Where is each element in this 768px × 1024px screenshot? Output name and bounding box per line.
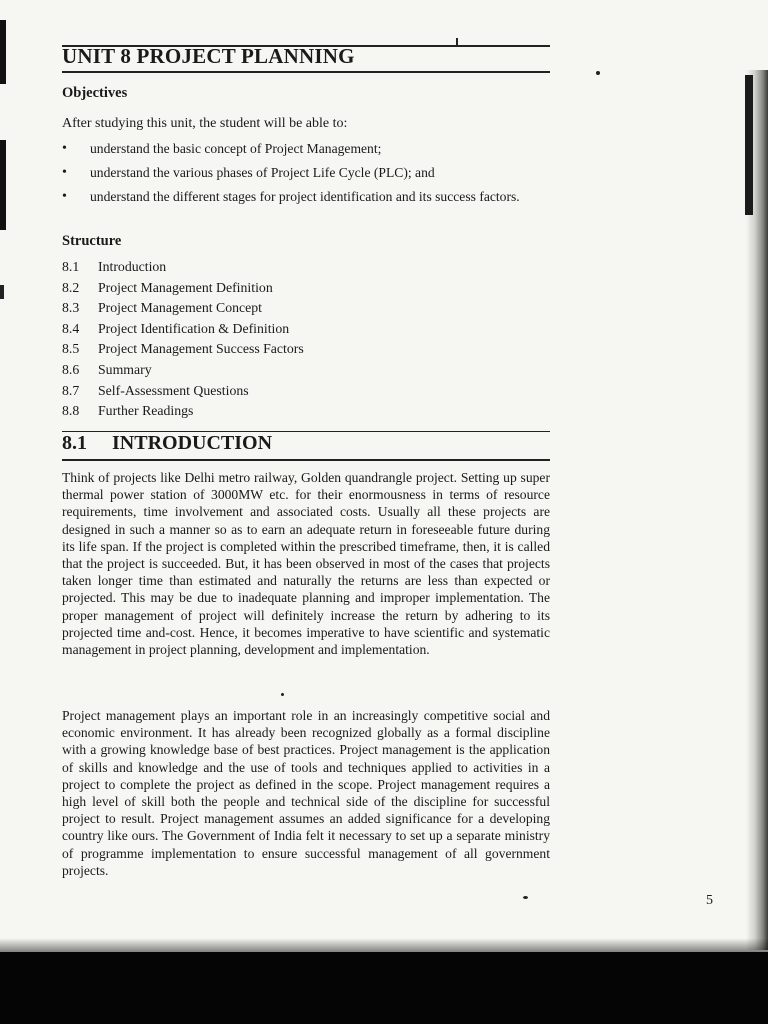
- structure-list: [62, 257, 304, 422]
- objective-item: • understand the various phases of Project Life Cycle (PLC); and: [62, 164, 550, 181]
- page-number: 5: [706, 893, 713, 908]
- structure-item-number: 8.4: [62, 320, 80, 336]
- structure-item: [62, 257, 304, 278]
- scan-edge-mark: [0, 140, 6, 230]
- section-number: 8.1: [62, 432, 87, 454]
- title-rule-bottom: [62, 71, 550, 73]
- structure-item: [62, 360, 304, 381]
- objectives-intro: After studying this unit, the student will be able to:: [62, 116, 348, 131]
- structure-item: [62, 278, 304, 299]
- structure-item-title: Project Management Concept: [98, 300, 262, 316]
- unit-title: UNIT 8 PROJECT PLANNING: [62, 44, 355, 68]
- structure-item-title: Further Readings: [98, 403, 194, 419]
- body-paragraph: Project management plays an important role in an increasingly competitive social and economic environment. It has already been recognized globally as a formal discipline with a growing knowledge base of best practices. Project management is the application of skills and knowledge and the use of tools and techniques applied to activities in a project to complete the project as defined in the scope. Project management requires a high level of skill both the people and technical side of the discipline for successful project to result. Project management assumes an added significance for a developing country like ours. The Government of India felt it necessary to set up a separate ministry of programme implementation to ensure successful management of all government projects.: [62, 708, 550, 878]
- structure-item-title: Self-Assessment Questions: [98, 382, 249, 398]
- section-heading: [62, 432, 272, 455]
- scan-shadow-bottom: [0, 952, 768, 1024]
- structure-item-title: Project Identification & Definition: [98, 320, 290, 336]
- structure-item-title: Summary: [98, 361, 152, 377]
- structure-item-number: 8.3: [62, 300, 80, 316]
- body-paragraph: Think of projects like Delhi metro railway, Golden quandrangle project. Setting up super thermal power station of 3000MW etc. for their enormousness in terms of resource requirements, time involvement and associated costs. Usually all these projects are designed in such a manner so as to earn an adequate return in foreseeable future during its life span. If the project is completed within the prescribed timeframe, then, it is called that the project is succeeded. But, it has been observed in most of the cases that projects taken longer time than estimated and naturally the returns are less than expected or projected. This may be due to inadequate planning and improper implementation. The proper management of project will definitely increase the return by adhering to its projected time and-cost. Hence, it becomes imperative to have scientific and systematic management in project planning, development and implementation.: [62, 470, 550, 658]
- section-title: INTRODUCTION: [112, 432, 273, 454]
- objectives-heading: Objectives: [62, 85, 128, 101]
- structure-item-number: 8.6: [62, 361, 80, 377]
- structure-item-number: 8.8: [62, 403, 80, 419]
- objective-item: • understand the different stages for project identification and its success factors.: [62, 188, 550, 205]
- structure-heading: Structure: [62, 233, 122, 249]
- structure-item-number: 8.7: [62, 382, 80, 398]
- scan-shadow-right-dark: [745, 75, 753, 215]
- structure-item: [62, 298, 304, 319]
- scan-speck: [281, 693, 284, 696]
- structure-item: [62, 319, 304, 340]
- structure-item: [62, 339, 304, 360]
- scan-speck: [596, 71, 600, 75]
- structure-item: [62, 381, 304, 402]
- objectives-list: [62, 140, 550, 212]
- structure-item-number: 8.1: [62, 259, 80, 274]
- structure-item-title: Introduction: [98, 259, 167, 274]
- structure-item-title: Project Management Success Factors: [98, 341, 304, 357]
- structure-item-number: 8.2: [62, 279, 80, 295]
- section-rule-bottom: [62, 459, 550, 461]
- structure-item-number: 8.5: [62, 341, 80, 357]
- scan-edge-mark: [0, 20, 6, 84]
- structure-item-title: Project Management Definition: [98, 279, 273, 295]
- scan-edge-mark: [0, 285, 4, 299]
- scan-speck: [523, 896, 528, 899]
- objective-item: • understand the basic concept of Project Management;: [62, 140, 550, 157]
- structure-item: [62, 401, 304, 422]
